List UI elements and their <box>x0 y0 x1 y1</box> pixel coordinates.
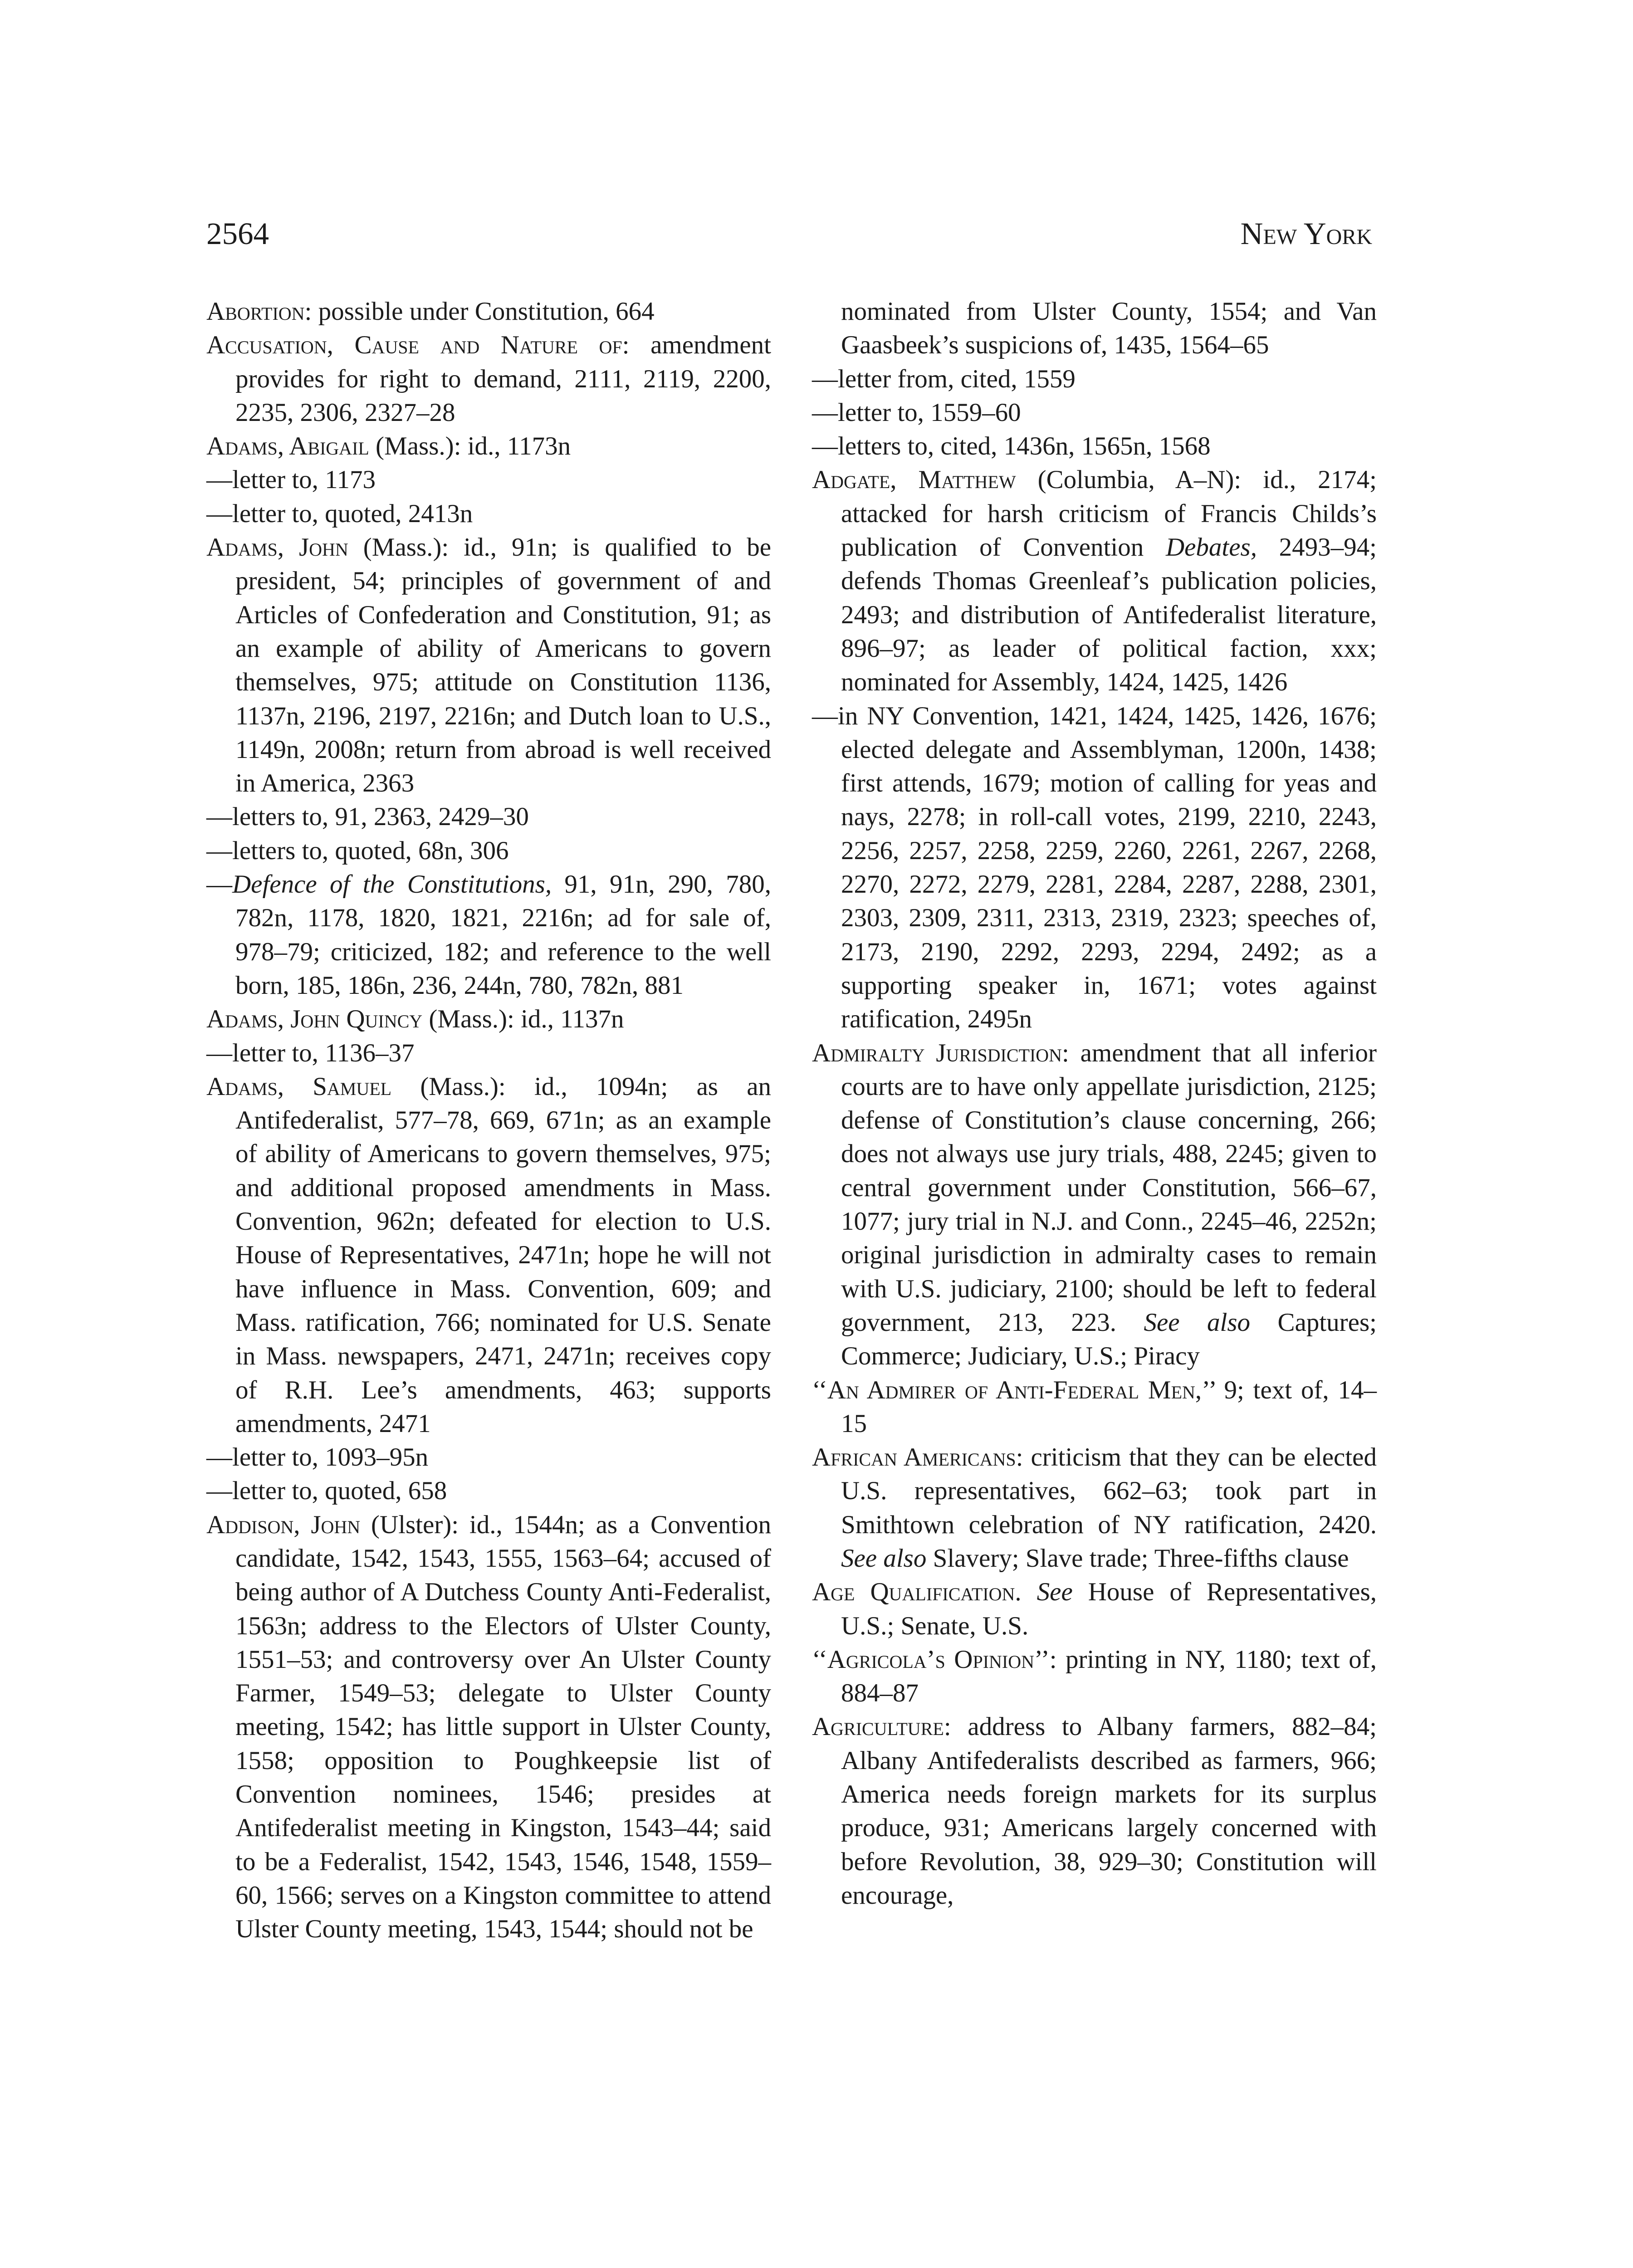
entry-text: —letter to, quoted, 658 <box>206 1476 447 1505</box>
entry-italic: Defence of the Constitutions, <box>232 870 552 899</box>
index-subentry <box>206 497 771 531</box>
entry-heading: Adams, Samuel <box>206 1072 392 1101</box>
entry-heading: Agriculture <box>812 1712 944 1741</box>
entry-text: : amendment provides for right to demand, 2111, 2119, 2200, 2235, 2306, 2327–28 <box>235 331 771 427</box>
entry-text: Captures; Commerce; Judiciary, U.S.; Piracy <box>841 1308 1377 1371</box>
index-subentry <box>812 430 1377 463</box>
entry-text: —in NY Convention, 1421, 1424, 1425, 1426, 1676; elected delegate and Assemblyman, 1200n, 1438; first attends, 1679; motion of calling for yeas and nays, 2278; in roll-call votes, 2199, 2210, 2243, 2256, 2257, 2258, 2259, 2260, 2261, 2267, 2268, 2270, 2272, 2279, 2281, 2284, 2287, 2288, 2301, 2303, 2309, 2311, 2313, 2319, 2323; speeches of, 2173, 2190, 2292, 2293, 2294, 2492; as a supporting speaker in, 1671; votes against ratification, 2495n <box>812 701 1377 1034</box>
index-entry <box>206 1002 771 1036</box>
entry-italic: See also <box>841 1544 927 1573</box>
entry-heading: Agricola’s Opinion <box>827 1645 1035 1674</box>
index-entry-continuation <box>812 295 1377 362</box>
entry-text: ’’: printing in NY, 1180; text of, 884–87 <box>841 1645 1377 1708</box>
index-subentry <box>206 834 771 868</box>
index-entry <box>812 1441 1377 1575</box>
entry-text: —letter to, quoted, 2413n <box>206 499 473 528</box>
entry-prefix: ‘‘ <box>812 1375 827 1404</box>
index-subentry <box>812 699 1377 1036</box>
index-subentry <box>812 362 1377 396</box>
entry-italic: Debates, <box>1165 533 1257 562</box>
entry-heading: Abortion <box>206 297 305 326</box>
entry-text: Slavery; Slave trade; Three-fifths clause <box>926 1544 1349 1573</box>
entry-text: . <box>1015 1578 1037 1607</box>
index-entry <box>206 531 771 800</box>
index-column-right <box>812 295 1377 1912</box>
entry-text: : address to Albany farmers, 882–84; Albany Antifederalists described as farmers, 966; America needs foreign markets for its surplus produce, 931; Americans largely concerned with before Revolution, 38, 929–30; Constitution will encourage, <box>841 1712 1377 1910</box>
entry-heading: Addison, John <box>206 1510 361 1539</box>
entry-prefix: — <box>206 870 232 899</box>
entry-text: ’’ 9; text of, 14–15 <box>841 1375 1377 1438</box>
entry-text: —letter to, 1136–37 <box>206 1038 415 1067</box>
page-number: 2564 <box>206 216 269 251</box>
entry-heading: Adams, Abigail <box>206 432 369 461</box>
index-entry <box>812 1643 1377 1711</box>
entry-text: (Mass.): id., 1173n <box>369 432 571 461</box>
entry-text: —letter to, 1093–95n <box>206 1443 429 1472</box>
entry-text: (Ulster): id., 1544n; as a Convention candidate, 1542, 1543, 1555, 1563–64; accused of being author of A Dutchess County Anti-Federalist, 1563n; address to the Electors of Ulster County, 1551–53; and controversy over An Ulster County Farmer, 1549–53; delegate to Ulster County meeting, 1542; has little support in Ulster County, 1558; opposition to Poughkeepsie list of Convention nominees, 1546; presides at Antifederalist meeting in Kingston, 1543–44; said to be a Federalist, 1542, 1543, 1546, 1548, 1559–60, 1566; serves on a Kingston committee to attend Ulster County meeting, 1543, 1544; should not be <box>235 1510 771 1944</box>
index-entry <box>812 1710 1377 1912</box>
running-head <box>206 213 1372 254</box>
entry-text: (Mass.): id., 91n; is qualified to be president, 54; principles of government of and Articles of Confederation and Constitution, 91; as an example of ability of Americans to govern themselves, 975; attitude on Constitution 1136, 1137n, 2196, 2197, 2216n; and Dutch loan to U.S., 1149n, 2008n; return from abroad is well received in America, 2363 <box>235 533 772 798</box>
entry-text: —letter from, cited, 1559 <box>812 364 1076 393</box>
entry-text: (Mass.): id., 1137n <box>422 1005 624 1034</box>
index-subentry <box>812 396 1377 430</box>
entry-text: —letters to, cited, 1436n, 1565n, 1568 <box>812 432 1211 461</box>
index-column-left <box>206 295 771 1946</box>
entry-text: 91, 91n, 290, 780, 782n, 1178, 1820, 1821, 2216n; ad for sale of, 978–79; criticized, 182; and reference to the well born, 185, 186n, 236, 244n, 780, 782n, 881 <box>235 870 771 1000</box>
entry-heading: Accusation, Cause and Nature of <box>206 331 622 360</box>
entry-text: —letters to, quoted, 68n, 306 <box>206 836 509 865</box>
index-entry <box>812 1036 1377 1374</box>
entry-heading: Adgate, Matthew <box>812 465 1016 494</box>
entry-heading: Admiralty Jurisdiction <box>812 1038 1062 1067</box>
entry-text: : amendment that all inferior courts are to have only appellate jurisdiction, 2125; defense of Constitution’s clause concerning, 266; does not always use jury trials, 488, 2245; given to central government under Constitution, 566–67, 1077; jury trial in N.J. and Conn., 2245–46, 2252n; original jurisdiction in admiralty cases to remain with U.S. judiciary, 2100; should be left to federal government, 213, 223. <box>841 1038 1377 1337</box>
entry-heading: An Admirer of Anti-Federal Men, <box>827 1375 1202 1404</box>
entry-prefix: ‘‘ <box>812 1645 827 1674</box>
entry-text: (Mass.): id., 1094n; as an Antifederalist, 577–78, 669, 671n; as an example of ability of Americans to govern themselves, 975; and additional proposed amendments in Mass. Convention, 962n; defeated for election to U.S. House of Representatives, 2471n; hope he will not have influence in Mass. Convention, 609; and Mass. ratification, 766; nominated for U.S. Senate in Mass. newspapers, 2471, 2471n; receives copy of R.H. Lee’s amendments, 463; supports amendments, 2471 <box>235 1072 771 1438</box>
index-subentry <box>206 1441 771 1474</box>
index-subentry <box>206 800 771 834</box>
index-entry <box>206 1508 771 1946</box>
entry-text: : criticism that they can be elected U.S. representatives, 662–63; took part in Smithtown celebration of NY ratification, 2420. <box>841 1443 1377 1539</box>
running-title: New York <box>1240 216 1372 251</box>
entry-italic: See also <box>1144 1308 1251 1337</box>
index-subentry <box>206 1036 771 1070</box>
index-entry <box>206 430 771 463</box>
entry-text: —letter to, 1559–60 <box>812 398 1021 427</box>
index-entry <box>812 1575 1377 1643</box>
index-subentry <box>206 1474 771 1508</box>
entry-text: —letters to, 91, 2363, 2429–30 <box>206 802 529 831</box>
entry-text: —letter to, 1173 <box>206 465 376 494</box>
entry-heading: Adams, John Quincy <box>206 1005 423 1034</box>
entry-text: House of Representatives, U.S.; Senate, U.S. <box>841 1578 1377 1640</box>
entry-text: 2493–94; defends Thomas Greenleaf’s publication policies, 2493; and distribution of Antifederalist literature, 896–97; as leader of political faction, xxx; nominated for Assembly, 1424, 1425, 1426 <box>841 533 1377 697</box>
index-entry <box>206 295 771 328</box>
entry-italic: See <box>1037 1578 1073 1607</box>
entry-text: nominated from Ulster County, 1554; and Van Gaasbeek’s suspicions of, 1435, 1564–65 <box>841 297 1377 360</box>
index-entry <box>812 1374 1377 1441</box>
index-entry <box>812 463 1377 699</box>
index-subentry <box>206 463 771 497</box>
entry-text: : possible under Constitution, 664 <box>304 297 655 326</box>
entry-heading: Age Qualification <box>812 1578 1015 1607</box>
entry-heading: African Americans <box>812 1443 1016 1472</box>
entry-heading: Adams, John <box>206 533 348 562</box>
index-subentry <box>206 868 771 1002</box>
index-entry <box>206 328 771 430</box>
entry-text: (Columbia, A–N): id., 2174; attacked for harsh criticism of Francis Childs’s publication of Convention <box>841 465 1377 562</box>
index-entry <box>206 1070 771 1441</box>
